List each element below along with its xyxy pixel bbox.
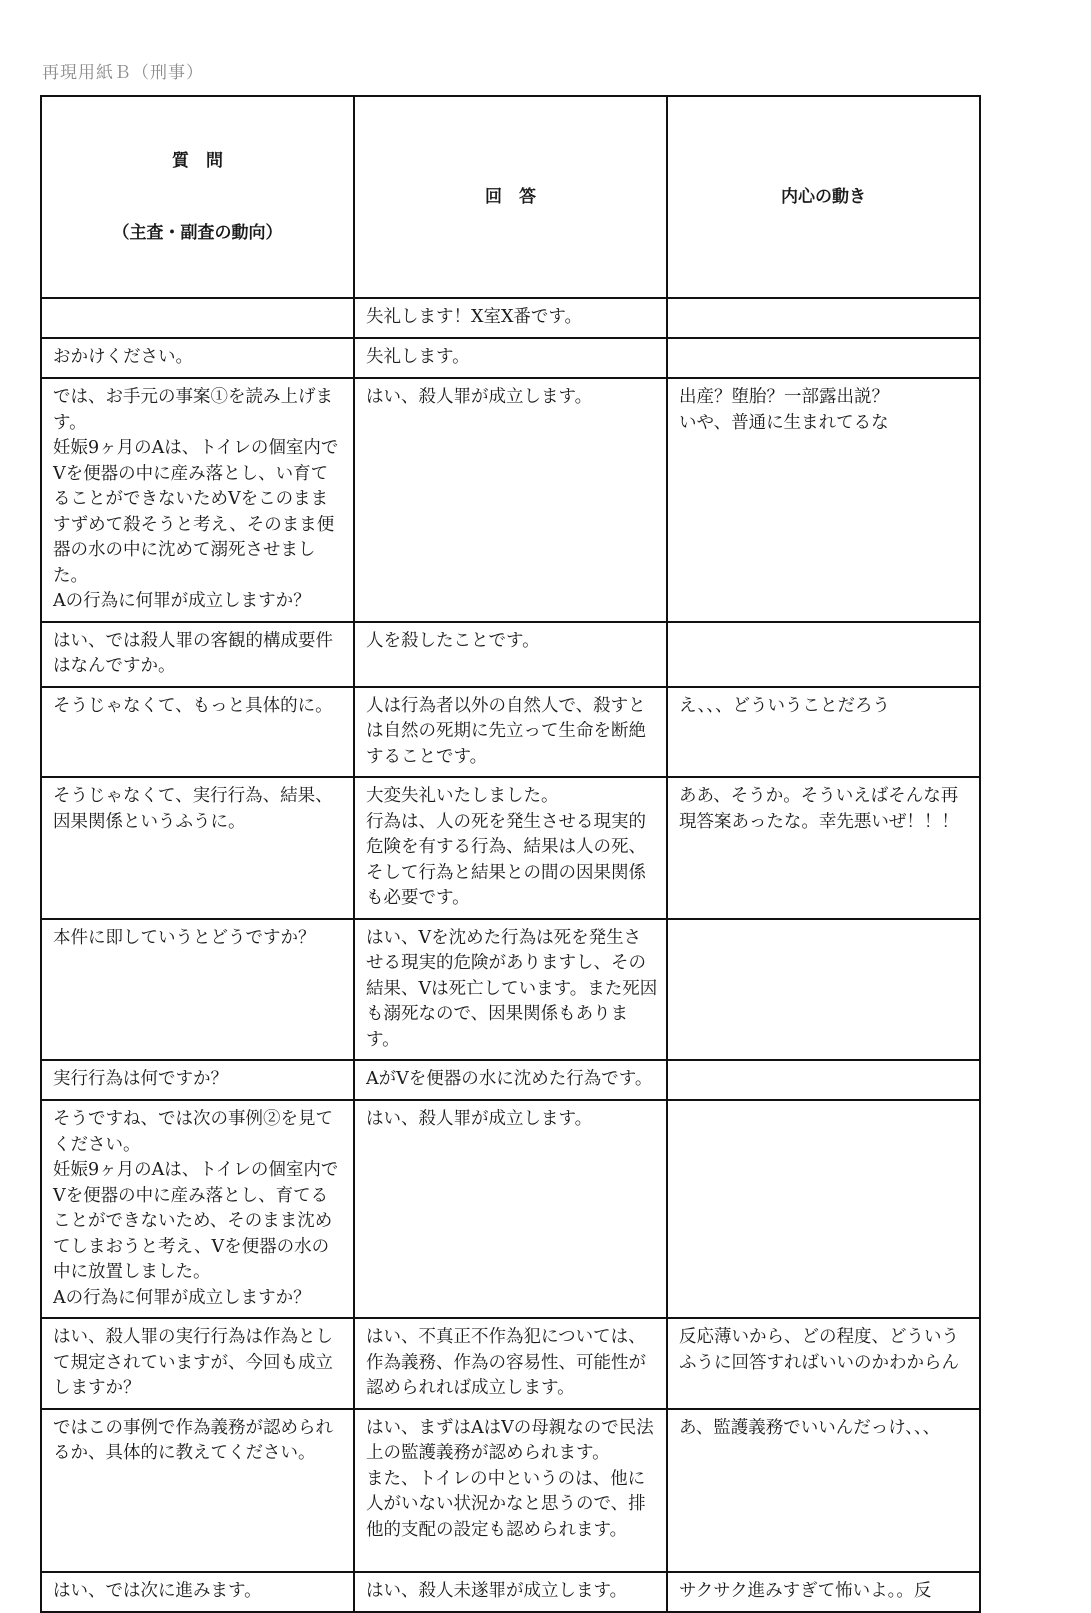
table-row bbox=[41, 1409, 980, 1572]
document-label: 再現用紙Ｂ（刑事） bbox=[42, 63, 204, 83]
question-cell: そうじゃなくて、もっと具体的に。 bbox=[41, 687, 354, 778]
feeling-cell: 出産？堕胎？一部露出説？ いや、普通に生まれてるな bbox=[667, 378, 980, 622]
question-cell: はい、殺人罪の実行行為は作為として規定されていますが、今回も成立しますか？ bbox=[41, 1318, 354, 1409]
answer-cell: AがVを便器の水に沈めた行為です。 bbox=[354, 1060, 667, 1100]
feeling-cell: サクサク進みすぎて怖いよ。。反 bbox=[667, 1572, 980, 1612]
table-row bbox=[41, 1100, 980, 1318]
answer-cell: はい、Vを沈めた行為は死を発生させる現実的危険がありますし、その結果、Vは死亡しています。また死因も溺死なので、因果関係もあります。 bbox=[354, 919, 667, 1061]
feeling-cell: ああ、そうか。そういえばそんな再現答案あったな。幸先悪いぜ！！！ bbox=[667, 777, 980, 919]
answer-cell: はい、不真正不作為犯については、作為義務、作為の容易性、可能性が認められれば成立します。 bbox=[354, 1318, 667, 1409]
feeling-cell bbox=[667, 298, 980, 338]
question-cell bbox=[41, 298, 354, 338]
question-cell: ではこの事例で作為義務が認められるか、具体的に教えてください。 bbox=[41, 1409, 354, 1572]
table-row bbox=[41, 378, 980, 622]
table-row bbox=[41, 1318, 980, 1409]
table-row bbox=[41, 298, 980, 338]
question-cell: おかけください。 bbox=[41, 338, 354, 378]
question-cell: はい、では次に進みます。 bbox=[41, 1572, 354, 1612]
table-row bbox=[41, 1572, 980, 1612]
question-cell: そうじゃなくて、実行行為、結果、因果関係というふうに。 bbox=[41, 777, 354, 919]
answer-cell: はい、殺人罪が成立します。 bbox=[354, 378, 667, 622]
question-column-header bbox=[41, 96, 354, 298]
feeling-cell bbox=[667, 622, 980, 687]
table-row bbox=[41, 1060, 980, 1100]
feeling-cell: あ、監護義務でいいんだっけ、、、 bbox=[667, 1409, 980, 1572]
table-row bbox=[41, 919, 980, 1061]
question-header-title: 質 問 bbox=[172, 151, 223, 171]
feeling-column-header: 内心の動き bbox=[667, 96, 980, 298]
answer-cell: 失礼します！X室X番です。 bbox=[354, 298, 667, 338]
table-row bbox=[41, 687, 980, 778]
table-row bbox=[41, 777, 980, 919]
answer-cell: 人を殺したことです。 bbox=[354, 622, 667, 687]
question-cell: では、お手元の事案①を読み上げます。 妊娠9ヶ月のAは、トイレの個室内でVを便器の中に産み落とし、い育てることができないためVをこのまますずめて殺そうと考え、そのまま便器の水の中に沈めて溺死させました。 Aの行為に何罪が成立しますか？ bbox=[41, 378, 354, 622]
question-cell: そうですね、では次の事例②を見てください。 妊娠9ヶ月のAは、トイレの個室内でVを便器の中に産み落とし、育てることができないため、そのまま沈めてしまおうと考え、Vを便器の水の中に放置しました。 Aの行為に何罪が成立しますか？ bbox=[41, 1100, 354, 1318]
answer-cell: はい、まずはAはVの母親なので民法上の監護義務が認められます。 また、トイレの中というのは、他に人がいない状況かなと思うので、排他的支配の設定も認められます。 bbox=[354, 1409, 667, 1572]
question-header-subtitle: （主査・副査の動向） bbox=[112, 223, 283, 243]
feeling-cell bbox=[667, 919, 980, 1061]
feeling-cell bbox=[667, 338, 980, 378]
question-cell: 本件に即していうとどうですか？ bbox=[41, 919, 354, 1061]
question-cell: 実行行為は何ですか？ bbox=[41, 1060, 354, 1100]
answer-cell: はい、殺人未遂罪が成立します。 bbox=[354, 1572, 667, 1612]
feeling-cell: 反応薄いから、どの程度、どういうふうに回答すればいいのかわからん bbox=[667, 1318, 980, 1409]
answer-cell: 人は行為者以外の自然人で、殺すとは自然の死期に先立って生命を断絶することです。 bbox=[354, 687, 667, 778]
answer-column-header: 回 答 bbox=[354, 96, 667, 298]
feeling-cell bbox=[667, 1060, 980, 1100]
answer-cell: 失礼します。 bbox=[354, 338, 667, 378]
interview-record-table bbox=[40, 95, 981, 1613]
table-row bbox=[41, 622, 980, 687]
header-row bbox=[41, 96, 980, 298]
table-row bbox=[41, 338, 980, 378]
question-cell: はい、では殺人罪の客観的構成要件はなんですか。 bbox=[41, 622, 354, 687]
answer-cell: 大変失礼いたしました。 行為は、人の死を発生させる現実的危険を有する行為、結果は人の死、そして行為と結果との間の因果関係も必要です。 bbox=[354, 777, 667, 919]
feeling-cell: え、、、どういうことだろう bbox=[667, 687, 980, 778]
feeling-cell bbox=[667, 1100, 980, 1318]
answer-cell: はい、殺人罪が成立します。 bbox=[354, 1100, 667, 1318]
